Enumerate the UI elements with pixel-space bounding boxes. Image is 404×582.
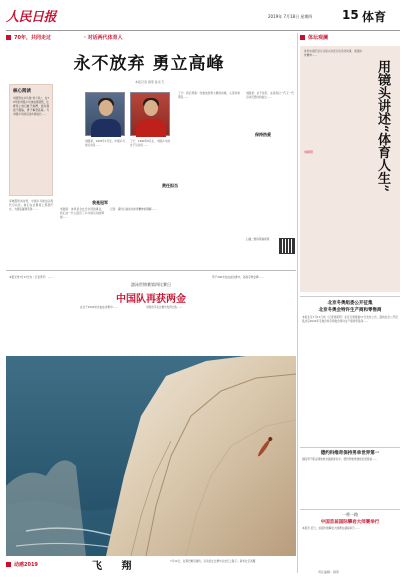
commentary-tag-label: 体坛观澜 [308,35,329,41]
feature-banner-title: 70年，共同走过 [14,35,51,41]
photo-tag-label: 动感2019 [14,562,38,568]
photo-title: 飞 翔 [92,561,140,572]
portrait-photo-right [130,92,170,136]
section-name: 体育 [362,10,387,24]
article3-body: 国际男子职业网球协会最新排名中，德约科维奇继续位居榜首…… [302,458,378,461]
photo-tag-marker-icon [6,562,11,567]
article2-headline-2: 北京冬奥会特许生产商和零售商 [318,308,382,313]
feature-subheading-1: 我是冠军 [92,200,108,205]
commentary-title: 用镜头讲述“体育人生” [375,60,390,192]
article2-headline-1: 北京冬奥组委公开征集 [327,301,373,306]
column-divider [297,33,298,573]
banner-marker-icon [6,35,11,40]
portrait-caption-left: 刘国梁，1976年1月生，中国乒乓球运动员…… [85,140,125,148]
swim-kicker: 游泳世锦赛第四比赛日 [131,282,171,287]
section-divider [6,270,296,271]
commentary-tag [300,33,400,43]
core-reading-text: 中国男女乒乓球“老少队”，在70年里中国乒乓球成绩斐然，比赛场上他们敢于拼搏，面对强敌不服输，勇于攀登高峰。与中国乒乓球运动共同成长…… [13,97,49,117]
feature-subheading-3: 保持热爱 [255,132,271,137]
feature-byline: 本报记者 薛原 孙龙飞 [135,80,164,84]
date-line: 2019年 7月18日 星期四 [268,14,313,19]
feature-body-col-2: 丁宁：我记得第一次参加世界大赛的时候，心里非常紧张…… [178,92,240,100]
diving-photo-illustration [6,356,296,556]
masthead-rule [6,30,400,31]
swim-body-1: 本报光州7月17日电（记者季芳）…… [9,276,53,279]
swim-body-2: 在女子1500米自由泳决赛中…… [80,306,118,309]
feature-body-col-4: 刘国梁：永不放弃，这是我们一代又一代运动员坚持的信念…… [246,92,294,100]
feature-banner-subtitle: · 对话两代体育人 [84,35,123,41]
qr-code-icon[interactable] [279,238,295,254]
swim-headline: 中国队再获两金 [116,294,186,305]
core-reading-box [9,84,53,196]
swim-body-3: 中国选手在比赛中发挥出色…… [146,306,183,309]
feature-headline: 永不放弃 勇立高峰 [73,54,225,74]
feature-subheading-2: 责任担当 [162,183,178,188]
newspaper-logo: 人民日报 [6,10,57,25]
portrait-photo-left [85,92,125,136]
photo-caption: 7月14日，在黎巴嫩贝鲁特，运动员在比赛中从岩石上跳下。新华社记者摄 [170,560,256,563]
feature-banner [6,33,292,43]
article3-headline: 德约科维奇保持男单世界第一 [320,451,380,456]
editor-line: 责任编辑：薛原 [318,570,340,574]
feature-body-col-3: 记者：请你们谈谈对体育精神的理解…… [110,208,157,211]
portrait-caption-right: 丁宁，1990年6月生，中国乒乓球女子运动员…… [130,140,170,148]
page-number: 15 [342,8,359,22]
swim-body-4: 男子200米自由泳决赛中，孙杨夺得金牌…… [212,276,264,279]
core-reading-title: 核心阅读 [13,89,31,94]
article4-headline: 中国首届国际攀岩大师赛举行 [320,520,380,525]
article4-body: 本报讯 近日，首届中国攀岩大师赛在湖南举行…… [302,527,360,530]
left-body-text: 李晓霞和刘诗雯，中国乒乓球女队两代运动员。她们在比赛场上挥洒汗水，为国家赢得荣誉…… [9,200,53,212]
masthead [6,4,400,30]
article4-kicker: 一带一路 [342,512,358,517]
article2-body: 本报北京7月17日电（记者刘硕阳）北京冬奥组委17日发布公告，面向社会公开征集北京2022年冬奥会和冬残奥会特许生产商和零售商…… [302,316,398,324]
commentary-body: 体育电视纪录片以镜头讲述运动员的故事，展现体育精神…… [304,50,362,58]
diving-photo [6,356,296,556]
article2-rule [300,296,400,297]
commentary-author: 刘硕阳 [304,150,314,154]
article3-rule [300,447,400,448]
feature-body-col-1: 刘国梁：体育是全社会共同的事业，我们这一代人经历了乒乓球运动的辉煌…… [60,208,104,220]
photo-section-tag [6,560,66,570]
article4-rule [300,509,400,510]
qr-caption: 扫描二维码观看视频 [246,238,270,241]
commentary-marker-icon [300,35,305,40]
